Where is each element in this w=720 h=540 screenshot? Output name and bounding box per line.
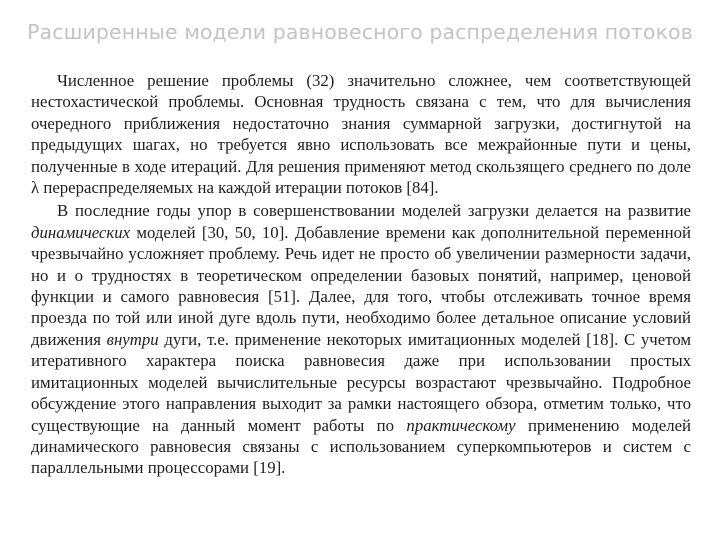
- document-body: [31, 70, 691, 479]
- paragraph-text: дуги, т.е. применение некоторых имитационных моделей [18]. С учетом итеративного характера поиска равновесия даже при использовании простых имитационных моделей вычислительные ресурсы возрастают чрезвычайно. Подробное обсуждение этого направления выходит за рамки настоящего обзора, отметим только, что существующие на данный момент работы по: [31, 329, 691, 435]
- paragraph-text: применению моделей динамического равновесия связаны с использованием суперкомпьютеров и систем с параллельными процессорами [19].: [31, 415, 691, 478]
- emphasis-dynamic: динамических: [31, 222, 131, 242]
- paragraph-text: В последние годы упор в совершенствовании моделей загрузки делается на развитие: [57, 201, 691, 221]
- emphasis-practical: практическому: [406, 415, 516, 435]
- paragraph-2: [31, 200, 691, 478]
- paragraph-text: Численное решение проблемы (32) значительно сложнее, чем соответствующей нестохастической проблемы. Основная трудность связана с тем, что для вычисления очередного приближения недостаточно знания суммарной загрузки, достигнутой на предыдущих шагах, но требуется явно использовать все межрайонные пути и цены, полученные в ходе итераций. Для решения применяют метод скользящего среднего по доле λ перераспределяемых на каждой итерации потоков [84].: [31, 71, 691, 198]
- slide-title: Расширенные модели равновесного распределения потоков: [27, 20, 693, 44]
- paragraph-text: моделей [30, 50, 10]. Добавление времени как дополнительной переменной чрезвычайно усложняет проблему. Речь идет не просто об увеличении размерности задачи, но и о трудностях в теоретическом определении базовых понятий, например, ценовой функции и самого равновесия [51]. Далее, для того, чтобы отслеживать точное время проезда по той или иной дуге вдоль пути, необходимо более детальное описание условий движения: [31, 222, 691, 349]
- paragraph-1: [31, 70, 691, 198]
- emphasis-inside: внутри: [106, 329, 159, 349]
